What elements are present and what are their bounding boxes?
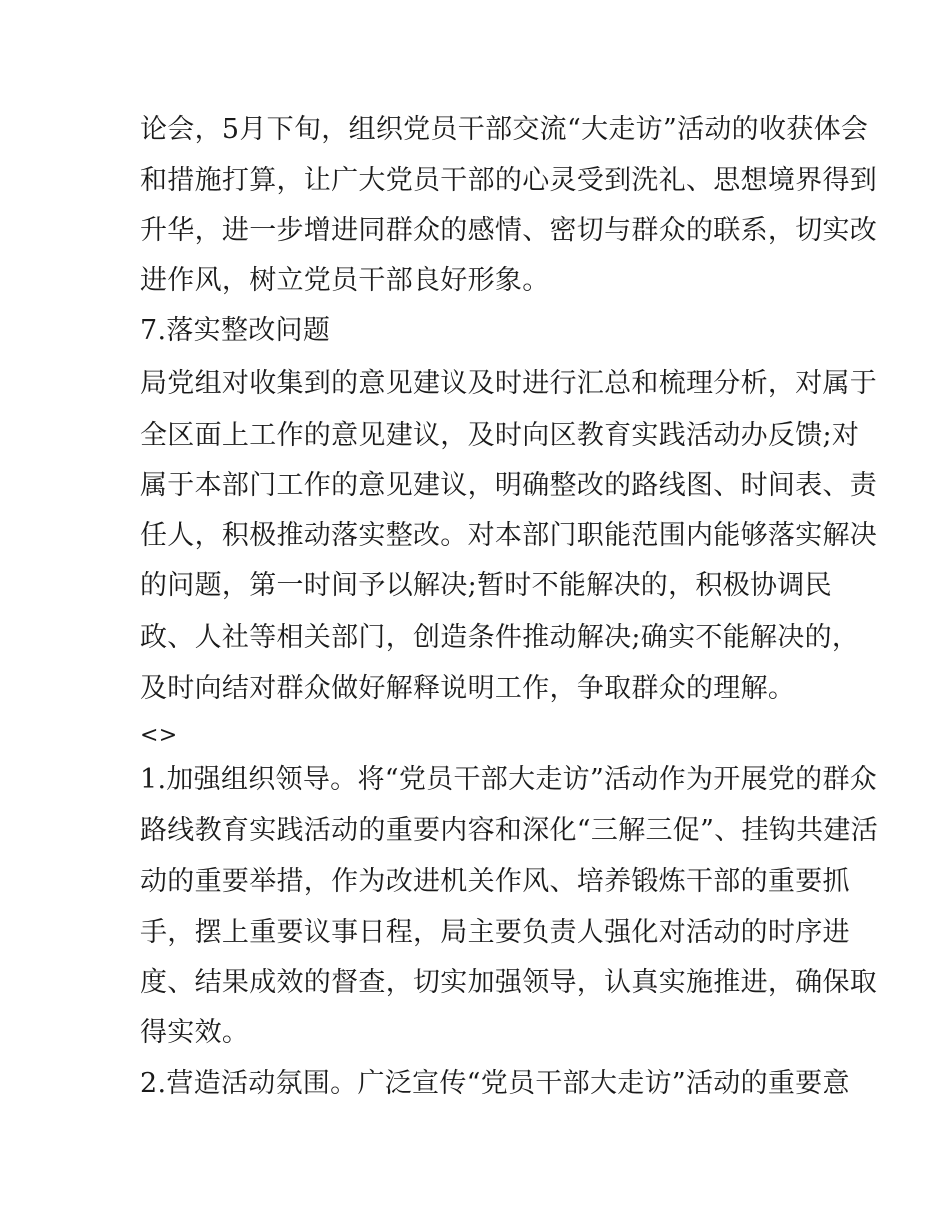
paragraph-line: 及时向结对群众做好解释说明工作，争取群众的理解。: [140, 673, 796, 704]
paragraph-line: 动的重要举措，作为改进机关作风、培养锻炼干部的重要抓: [140, 866, 850, 897]
paragraph-line: 手，摆上重要议事日程，局主要负责人强化对活动的时序进: [140, 917, 850, 948]
paragraph-line: 的问题，第一时间予以解决;暂时不能解决的，积极协调民: [140, 570, 832, 601]
paragraph-line: 任人，积极推动落实整改。对本部门职能范围内能够落实解决: [140, 520, 878, 551]
paragraph-line: 得实效。: [140, 1017, 250, 1048]
paragraph-line: 路线教育实践活动的重要内容和深化“三解三促”、挂钩共建活: [140, 815, 879, 846]
paragraph-line: 论会，5月下旬，组织党员干部交流“大走访”活动的收获体会: [140, 114, 869, 145]
paragraph-line: 属于本部门工作的意见建议，明确整改的路线图、时间表、责: [140, 470, 878, 501]
paragraph-line: 2.营造活动氛围。广泛宣传“党员干部大走访”活动的重要意: [140, 1068, 850, 1099]
paragraph-line: 政、人社等相关部门，创造条件推动解决;确实不能解决的，: [140, 622, 860, 653]
paragraph-line: 和措施打算，让广大党员干部的心灵受到洗礼、思想境界得到: [140, 165, 878, 196]
paragraph-line: 1.加强组织领导。将“党员干部大走访”活动作为开展党的群众: [140, 764, 878, 795]
separator-symbol: <>: [140, 723, 178, 748]
paragraph-line: 局党组对收集到的意见建议及时进行汇总和梳理分析，对属于: [140, 368, 878, 399]
paragraph-line: 升华，进一步增进同群众的感情、密切与群众的联系，切实改: [140, 215, 878, 246]
paragraph-line: 度、结果成效的督查，切实加强领导，认真实施推进，确保取: [140, 967, 878, 998]
paragraph-line: 进作风，树立党员干部良好形象。: [140, 265, 550, 296]
section-heading: 7.落实整改问题: [140, 315, 331, 346]
paragraph-line: 全区面上工作的意见建议，及时向区教育实践活动办反馈;对: [140, 420, 860, 451]
